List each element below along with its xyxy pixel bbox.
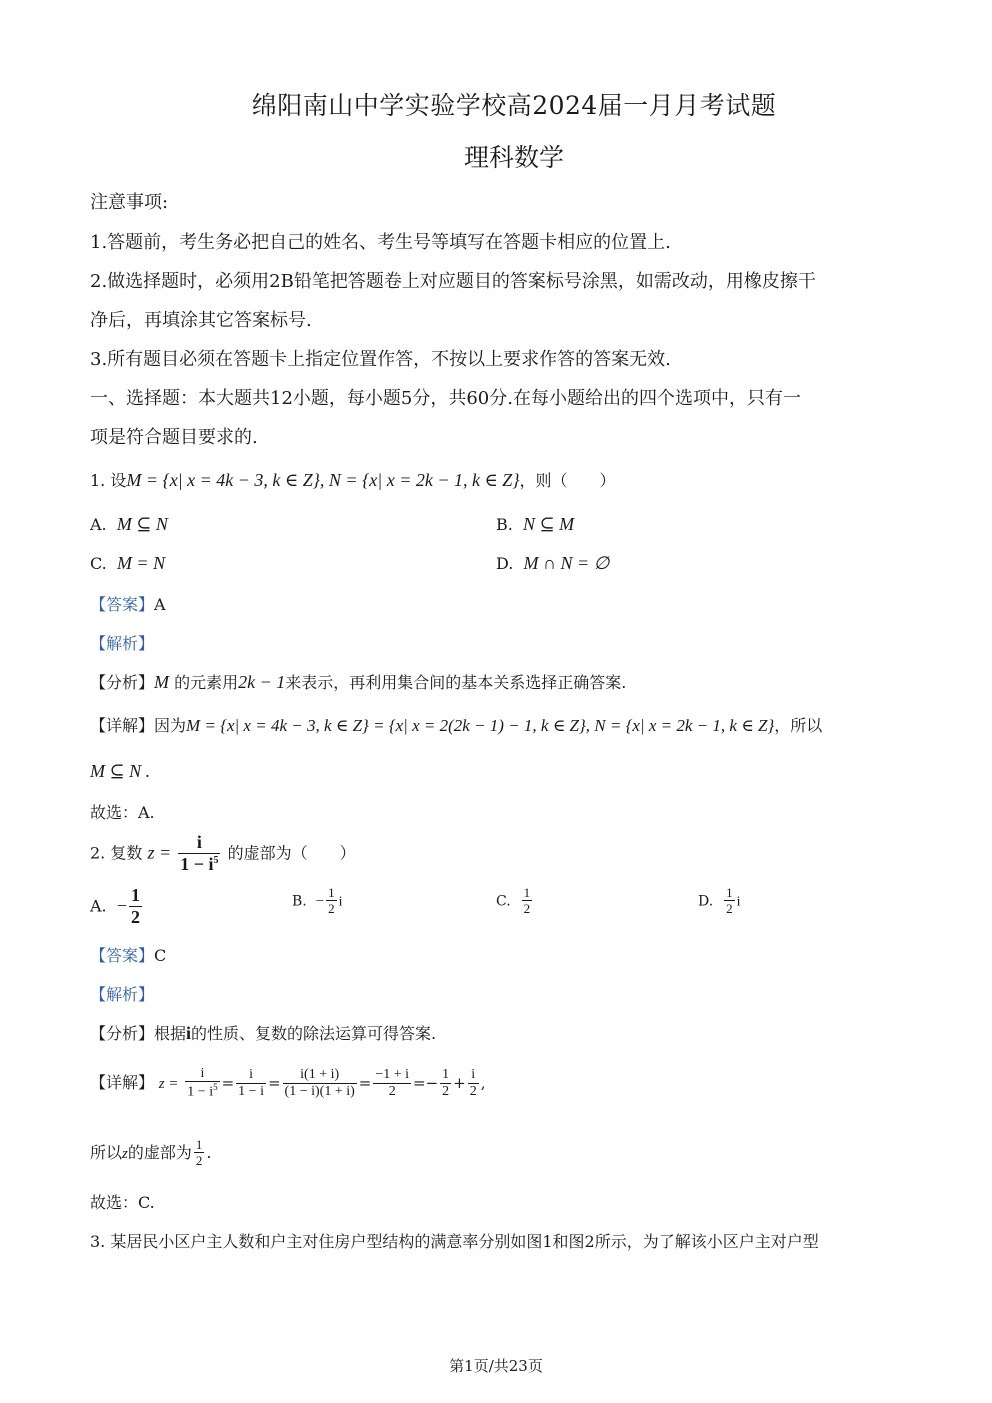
q2-conclusion-text-1: 所以 xyxy=(90,1142,123,1162)
q1-answer xyxy=(90,592,166,615)
q2-analysis xyxy=(90,982,154,1005)
q1-fenxi-m: M xyxy=(154,672,170,692)
q2-detail-fraction-6 xyxy=(468,1067,479,1100)
q2-prefix: 2. 复数 xyxy=(90,843,143,863)
q2-z-eq: z = xyxy=(147,842,172,863)
q1-stem-math: M = {x| x = 4k − 3, k ∈ Z}, N = {x| x = 2k − 1, k ∈ Z} xyxy=(126,470,520,490)
notice-item-2-line-2: 净后，再填涂其它答案标号. xyxy=(90,310,312,331)
q2-fenxi-text-1: 根据 xyxy=(154,1024,187,1043)
q1-option-d-label: D. xyxy=(496,554,514,573)
q1-option-c xyxy=(90,553,165,574)
q2-detail-z: z = xyxy=(158,1075,179,1092)
q2-option-c-label: C. xyxy=(496,893,511,910)
q2-detail-f5-num: 1 xyxy=(442,1067,450,1083)
q2-answer xyxy=(90,943,166,966)
q2-option-b-den: 2 xyxy=(328,901,335,917)
q1-detail-text-2: ，所以 xyxy=(774,716,823,735)
q2-conclusion-z: z xyxy=(122,1145,128,1162)
q2-detail-f6-den: 2 xyxy=(469,1083,477,1099)
q2-detail-tag: 【详解】 xyxy=(90,1072,155,1092)
q1-analysis-tag: 【解析】 xyxy=(90,634,155,653)
q2-option-d-label: D. xyxy=(698,893,714,910)
q2-detail-f2-num: i xyxy=(236,1067,266,1083)
q2-stem-fraction-den-base: 1 − i xyxy=(180,853,214,874)
q2-detail-f1-exp: 5 xyxy=(213,1082,218,1093)
q2-detail-f1-den-base: 1 − i xyxy=(187,1085,214,1101)
q2-detail-fraction-3 xyxy=(283,1067,357,1100)
q2-detail-f4-num: −1 + i xyxy=(375,1067,410,1083)
q1-answer-tag: 【答案】 xyxy=(90,595,155,614)
page-footer: 第1页/共23页 xyxy=(449,1357,543,1375)
q2-option-b-tail: i xyxy=(338,894,343,910)
q1-option-d xyxy=(496,553,609,574)
q1-option-a-math: M ⊆ N xyxy=(116,514,168,534)
q2-detail-fraction-4 xyxy=(373,1067,411,1100)
q2-option-d-den: 2 xyxy=(726,901,733,917)
q2-detail-fraction-1 xyxy=(185,1066,219,1102)
q2-option-d-tail: i xyxy=(736,894,741,910)
q2-detail-f3-den: (1 − i)(1 + i) xyxy=(284,1083,355,1099)
q2-stem xyxy=(90,833,356,875)
q2-option-b-sign: − xyxy=(315,893,325,910)
q1-detail-conclusion-math: M ⊆ N . xyxy=(90,761,151,781)
q1-fenxi-text-2: 来表示，再利用集合间的基本关系选择正确答案. xyxy=(285,673,627,692)
q2-fenxi-i: i xyxy=(186,1023,192,1043)
q2-conclusion-fraction xyxy=(194,1138,205,1169)
q2-option-c-num: 1 xyxy=(523,885,531,900)
q2-detail-f4-den: 2 xyxy=(388,1083,396,1099)
notice-heading: 注意事项: xyxy=(90,192,169,213)
q2-option-a-num: 1 xyxy=(130,885,140,905)
q1-prefix: 1. 设 xyxy=(90,471,127,490)
q2-option-b-label: B. xyxy=(292,893,307,910)
q2-detail-f1-num: i xyxy=(185,1066,219,1082)
q2-choose: 故选：C. xyxy=(90,1193,155,1212)
q1-option-c-label: C. xyxy=(90,554,107,573)
q1-detail-text-1: 因为 xyxy=(154,716,187,735)
q2-detail-fraction-5 xyxy=(440,1067,451,1100)
q1-detail-tag: 【详解】 xyxy=(90,716,155,735)
q2-option-c-den: 2 xyxy=(523,901,531,917)
q1-fenxi-math: 2k − 1 xyxy=(238,672,286,692)
q1-suffix: ，则（ ） xyxy=(519,471,616,490)
notice-item-1: 1.答题前，考生务必把自己的姓名、考生号等填写在答题卡相应的位置上. xyxy=(90,232,671,253)
q2-detail-f3-num: i(1 + i) xyxy=(283,1067,357,1083)
q1-option-a xyxy=(90,514,168,535)
section-1-intro-line-1: 一、选择题：本大题共12小题，每小题5分，共60分.在每小题给出的四个选项中，只有一 xyxy=(90,388,801,409)
notice-item-3: 3.所有题目必须在答题卡上指定位置作答，不按以上要求作答的答案无效. xyxy=(90,349,671,370)
q2-conclusion xyxy=(90,1138,211,1169)
q1-detail-conclusion xyxy=(90,761,150,782)
q2-option-c-fraction xyxy=(522,886,533,917)
q1-option-b xyxy=(496,514,574,535)
q1-option-a-label: A. xyxy=(90,515,107,534)
q1-option-d-math: M ∩ N = ∅ xyxy=(523,553,610,573)
q1-stem xyxy=(90,468,616,491)
q2-detail-fraction-2 xyxy=(236,1067,266,1100)
q2-stem-fraction-num: i xyxy=(178,833,220,854)
q2-detail-f2-den: 1 − i xyxy=(238,1083,264,1099)
q2-fenxi-text-2: 的性质、复数的除法运算可得答案. xyxy=(191,1024,437,1043)
q2-answer-value: C xyxy=(154,946,167,965)
q1-answer-value: A xyxy=(154,595,166,614)
q2-option-b-fraction xyxy=(326,886,337,917)
q2-conclusion-end: . xyxy=(206,1142,212,1162)
section-1-intro-line-2: 项是符合题目要求的. xyxy=(90,427,258,448)
q2-option-a-sign: − xyxy=(116,895,127,916)
q2-suffix: 的虚部为（ ） xyxy=(227,843,356,863)
q1-analysis xyxy=(90,631,154,654)
exam-subject: 理科数学 xyxy=(463,143,564,172)
q2-option-d-fraction xyxy=(724,886,735,917)
q2-option-b-num: 1 xyxy=(328,885,335,900)
q2-detail-f6-num: i xyxy=(468,1067,479,1083)
q2-conclusion-text-2: 的虚部为 xyxy=(127,1142,192,1162)
q2-fenxi-tag: 【分析】 xyxy=(90,1024,155,1043)
q3-stem-line-1: 3. 某居民小区户主人数和户主对住房户型结构的满意率分别如图1和图2所示，为了解该小区户主对户型 xyxy=(90,1232,819,1251)
q1-option-c-math: M = N xyxy=(116,553,166,573)
q2-option-d xyxy=(698,886,740,917)
q2-detail-f1-den xyxy=(185,1082,219,1101)
exam-title: 绵阳南山中学实验学校高2024届一月月考试题 xyxy=(251,91,777,120)
q2-stem-fraction-den xyxy=(178,854,220,876)
q1-fenxi xyxy=(90,670,626,693)
notice-item-2-line-1: 2.做选择题时，必须用2B铅笔把答题卷上对应题目的答案标号涂黑，如需改动，用橡皮擦干 xyxy=(90,271,816,292)
q1-option-b-math: N ⊆ M xyxy=(523,514,575,534)
q2-option-d-num: 1 xyxy=(726,885,733,900)
q2-detail: 【详解】 z = $\frac{i}{1 - i^5}$ = $\frac{i}{1 - i}$ = $\frac{i(1 + i)}{(1 - i)(1 + i)}$ = $\frac{-1 + i}{2}$ =− $\frac{1}{2}$ + $\frac{i}{2}$ , xyxy=(90,1066,486,1101)
q1-detail xyxy=(90,713,822,736)
q2-conclusion-den: 2 xyxy=(195,1153,203,1169)
q2-option-a-den: 2 xyxy=(130,906,140,927)
q2-analysis-tag: 【解析】 xyxy=(90,985,155,1004)
q2-option-b xyxy=(292,886,343,917)
q2-option-a xyxy=(90,886,144,928)
q1-choose: 故选：A. xyxy=(90,803,155,822)
q2-stem-fraction xyxy=(178,833,220,875)
q1-fenxi-text-1: 的元素用 xyxy=(169,673,239,692)
q2-fenxi xyxy=(90,1021,436,1044)
q2-option-a-fraction xyxy=(129,886,142,928)
q2-answer-tag: 【答案】 xyxy=(90,946,155,965)
q2-option-a-label: A. xyxy=(90,896,107,916)
q1-fenxi-tag: 【分析】 xyxy=(90,673,155,692)
q2-conclusion-num: 1 xyxy=(195,1137,203,1152)
q1-detail-math: M = {x| x = 4k − 3, k ∈ Z} = {x| x = 2(2k − 1) − 1, k ∈ Z}, N = {x| x = 2k − 1, k ∈ Z} xyxy=(186,716,775,735)
q1-option-b-label: B. xyxy=(496,515,513,534)
q2-stem-fraction-den-exp: 5 xyxy=(213,854,219,866)
q2-detail-f5-den: 2 xyxy=(442,1083,450,1099)
q2-option-c xyxy=(496,886,534,917)
